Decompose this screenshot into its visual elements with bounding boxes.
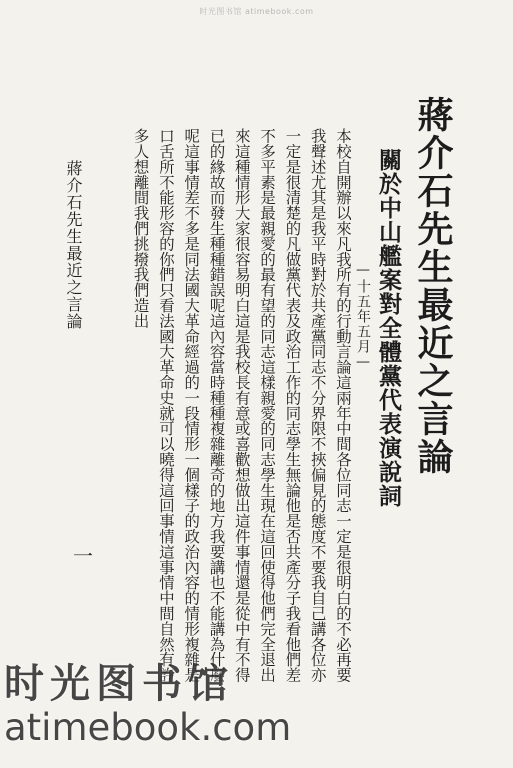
- running-title: 蔣介石先生最近之言論: [64, 160, 83, 330]
- watermark-site-name: 时光图书馆: [4, 661, 234, 707]
- watermark-header-url: 时光图书馆 atimebook.com: [199, 7, 314, 16]
- body-paragraph: 本校自開辦以來凡我所有的行動言論這兩年中間各位同志一定是很明白的不必再要我聲述尤其是我平時對於共產黨同志不分界限不挾偏見的態度不要我自己講各位亦一定是很清楚的凡做黨代表及政治工作的同志學生無論他是否共產分子我看他們差不多平素是最親愛的最有望的同志這樣親愛的同志學生現在這回使得他們完全退出來這種情形大家很容易明白這是我校長有意或喜歡想做出這件事情還是從中有不得已的緣故而發生種種錯誤呢這內容當時種種複雜離奇的地方我要講也不能講為什麼呢這事情差不多是同法國大革命經過的一段情形一個樣子的政治內容的情形複雜是口舌所不能形容的你們只看法國大革命史就可以曉得這回事情這事情中間自然有許多人想離間我們挑撥我們造出: [131, 128, 352, 683]
- page-number: 一: [73, 544, 93, 568]
- watermark-site-url: atimebook.com: [4, 706, 292, 749]
- article-title: 蔣介石先生最近之言論: [412, 96, 454, 476]
- speech-subtitle: 關於中山艦案對全體黨代表演說詞: [375, 148, 402, 508]
- speech-body-text: [127, 128, 355, 688]
- speech-date: —十五年五月—: [355, 262, 371, 371]
